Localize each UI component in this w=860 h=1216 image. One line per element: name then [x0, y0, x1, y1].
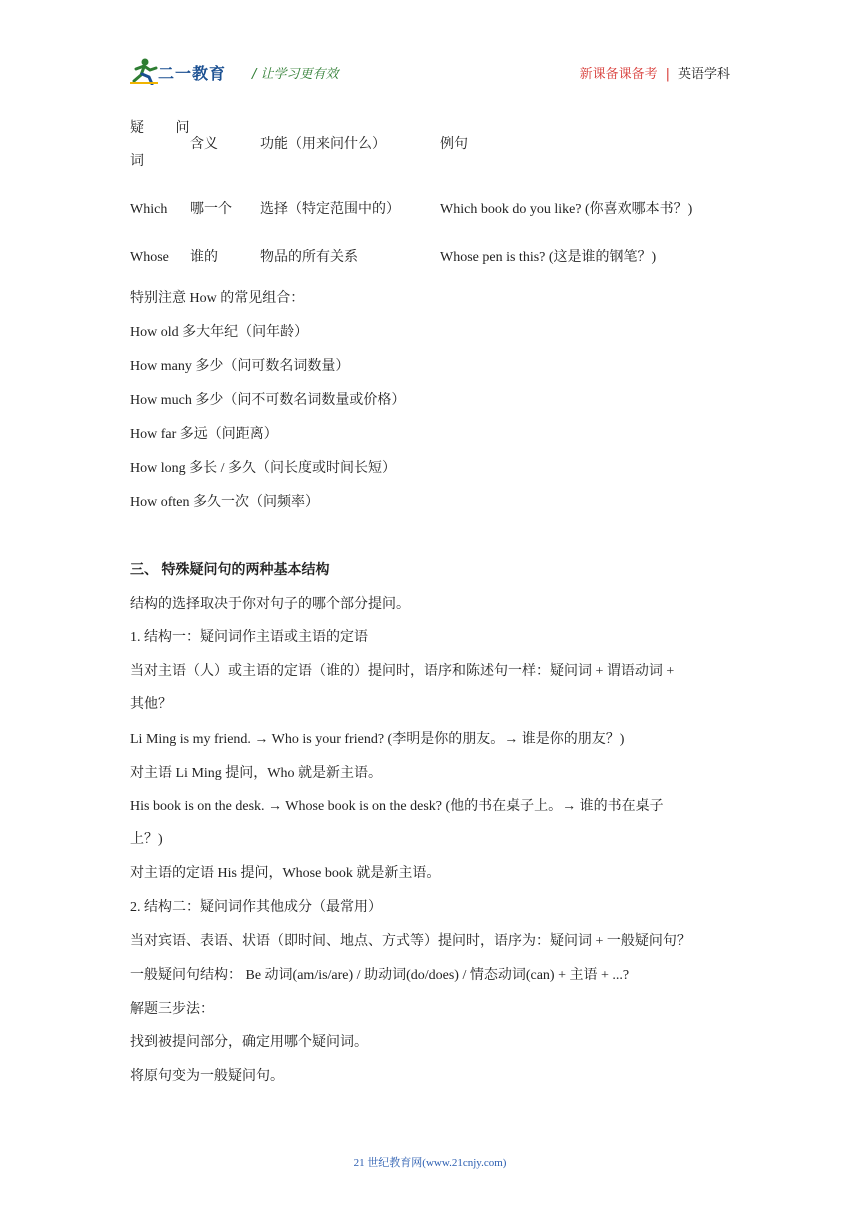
- how-intro: 特别注意 How 的常见组合：: [130, 291, 305, 306]
- page-header: [130, 55, 730, 89]
- how-item: How long 多长 / 多久（问长度或时间长短）: [130, 461, 396, 476]
- table-cell-function: 选择（特定范围中的）: [260, 202, 400, 217]
- paragraph-line: Li Ming is my friend. → Who is your friend? (李明是你的朋友。→ 谁是你的朋友？): [130, 732, 625, 747]
- logo: [130, 57, 238, 85]
- table-cell-meaning: 谁的: [190, 250, 218, 265]
- table-header-word-1: 疑 问: [130, 121, 204, 136]
- course-label: 新课备课备考: [579, 67, 658, 82]
- header-right: [580, 63, 730, 82]
- paragraph-line: His book is on the desk. → Whose book is on the desk? (他的书在桌子上。→ 谁的书在桌子: [130, 799, 664, 814]
- paragraph-line: 2. 结构二：疑问词作其他成分（最常用）: [130, 900, 382, 915]
- subject-label: 英语学科: [677, 67, 730, 82]
- table-header-meaning: 含义: [190, 137, 218, 152]
- how-item: How much 多少（问不可数名词数量或价格）: [130, 393, 406, 408]
- slogan: / 让学习更有效: [252, 67, 339, 82]
- paragraph-line: 对主语的定语 His 提问，Whose book 就是新主语。: [130, 866, 441, 881]
- paragraph-line: 结构的选择取决于你对句子的哪个部分提问。: [130, 597, 410, 612]
- table-cell-word: Which: [130, 202, 168, 217]
- paragraph-line: 当对主语（人）或主语的定语（谁的）提问时，语序和陈述句一样：疑问词 + 谓语动词 +: [130, 664, 675, 679]
- runner-logo-icon: [130, 57, 160, 85]
- paragraph-line: 当对宾语、表语、状语（即时间、地点、方式等）提问时，语序为：疑问词 + 一般疑问句？: [130, 934, 691, 949]
- table-cell-function: 物品的所有关系: [260, 250, 358, 265]
- table-cell-example: Whose pen is this? (这是谁的钢笔？): [440, 250, 657, 265]
- logo-text: 二一教育: [158, 64, 227, 83]
- how-item: How old 多大年纪（问年龄）: [130, 325, 309, 340]
- paragraph-line: 一般疑问句结构： Be 动词(am/is/are) / 助动词(do/does) / 情态动词(can) + 主语 + ...?: [130, 968, 630, 983]
- table-cell-word: Whose: [130, 250, 169, 265]
- paragraph-line: 将原句变为一般疑问句。: [130, 1069, 284, 1084]
- section-title: 三、 特殊疑问句的两种基本结构: [130, 563, 330, 578]
- paragraph-line: 其他？: [130, 697, 172, 712]
- paragraph-line: 1. 结构一：疑问词作主语或主语的定语: [130, 630, 368, 645]
- how-item: How often 多久一次（问频率）: [130, 495, 319, 510]
- how-item: How many 多少（问可数名词数量）: [130, 359, 350, 374]
- table-header-example: 例句: [440, 137, 468, 152]
- paragraph-line: 找到被提问部分，确定用哪个疑问词。: [130, 1035, 368, 1050]
- paragraph-line: 对主语 Li Ming 提问，Who 就是新主语。: [130, 766, 382, 781]
- footer-link[interactable]: 21 世纪教育网(www.21cnjy.com): [353, 1157, 507, 1169]
- paragraph-line: 解题三步法：: [130, 1002, 214, 1017]
- table-cell-example: Which book do you like? (你喜欢哪本书？): [440, 202, 693, 217]
- how-item: How far 多远（问距离）: [130, 427, 278, 442]
- header-separator: |: [665, 67, 670, 82]
- paragraph-line: 上？): [130, 832, 163, 847]
- table-header-word-2: 词: [130, 154, 144, 169]
- table-header-function: 功能（用来问什么）: [260, 137, 386, 152]
- table-cell-meaning: 哪一个: [190, 202, 232, 217]
